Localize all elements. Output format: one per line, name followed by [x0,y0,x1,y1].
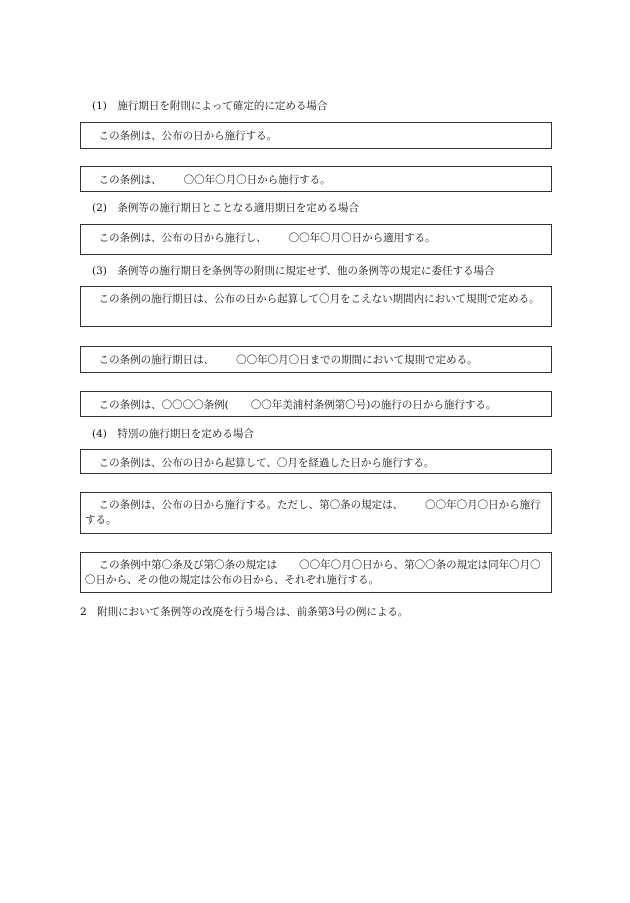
example-text-part-1: この条例は、公布の日から施行する。ただし、第〇条の規定は、 [98,499,404,511]
section-2-heading: (2) 条例等の施行期日とことなる適用期日を定める場合 [92,202,359,214]
example-text-part-2: 〇〇年〇月〇日から施行する。 [183,174,331,186]
example-text-part-1: この条例の施行期日は、 [98,354,215,366]
section-3-heading: (3) 条例等の施行期日を条例等の附則に規定せず、他の条例等の規定に委任する場合 [92,265,495,277]
example-text-part-1: この条例中第〇条及び第〇条の規定は [98,559,278,571]
example-text-part-2: 〇〇年〇月〇日までの期間において規則で定める。 [236,354,478,366]
example-box-2-1 [80,224,552,255]
example-text: この条例は、公布の日から起算して、〇月を経過した日から施行する。 [98,457,435,469]
example-box-4-3 [80,552,552,593]
example-box-1-1 [80,122,552,149]
example-text-part-1: この条例は、〇〇〇〇条例( [98,399,229,411]
example-box-4-2 [80,492,552,534]
example-box-3-1 [80,286,552,327]
section-1-heading: (1) 施行期日を附則によって確定的に定める場合 [92,100,328,112]
example-box-1-2 [80,166,552,192]
example-text-part-1: この条例は、公布の日から施行し、 [98,232,267,244]
example-text-part-1: この条例は、 [98,174,162,186]
example-text-part-2: 〇〇年〇月〇日から、第〇〇条の規定は同年〇月〇〇日から、その他の規定は公布の日から、それぞれ施行する。 [85,559,541,586]
example-text: この条例の施行期日は、公布の日から起算して〇月をこえない期間内において規則で定める。 [98,293,540,305]
section-4-heading: (4) 特別の施行期日を定める場合 [92,428,254,440]
example-box-3-2 [80,346,552,373]
paragraph-2: 2 附則において条例等の改廃を行う場合は、前条第3号の例による。 [80,606,409,618]
example-text-part-2: 〇〇年〇月〇日から施行する。 [85,499,541,526]
example-text: この条例は、公布の日から施行する。 [98,130,278,142]
example-text-part-2: 〇〇年美浦村条例第〇号)の施行の日から施行する。 [250,399,497,411]
example-text-part-2: 〇〇年〇月〇日から適用する。 [288,232,436,244]
example-box-3-3 [80,391,552,417]
example-box-4-1 [80,449,552,474]
